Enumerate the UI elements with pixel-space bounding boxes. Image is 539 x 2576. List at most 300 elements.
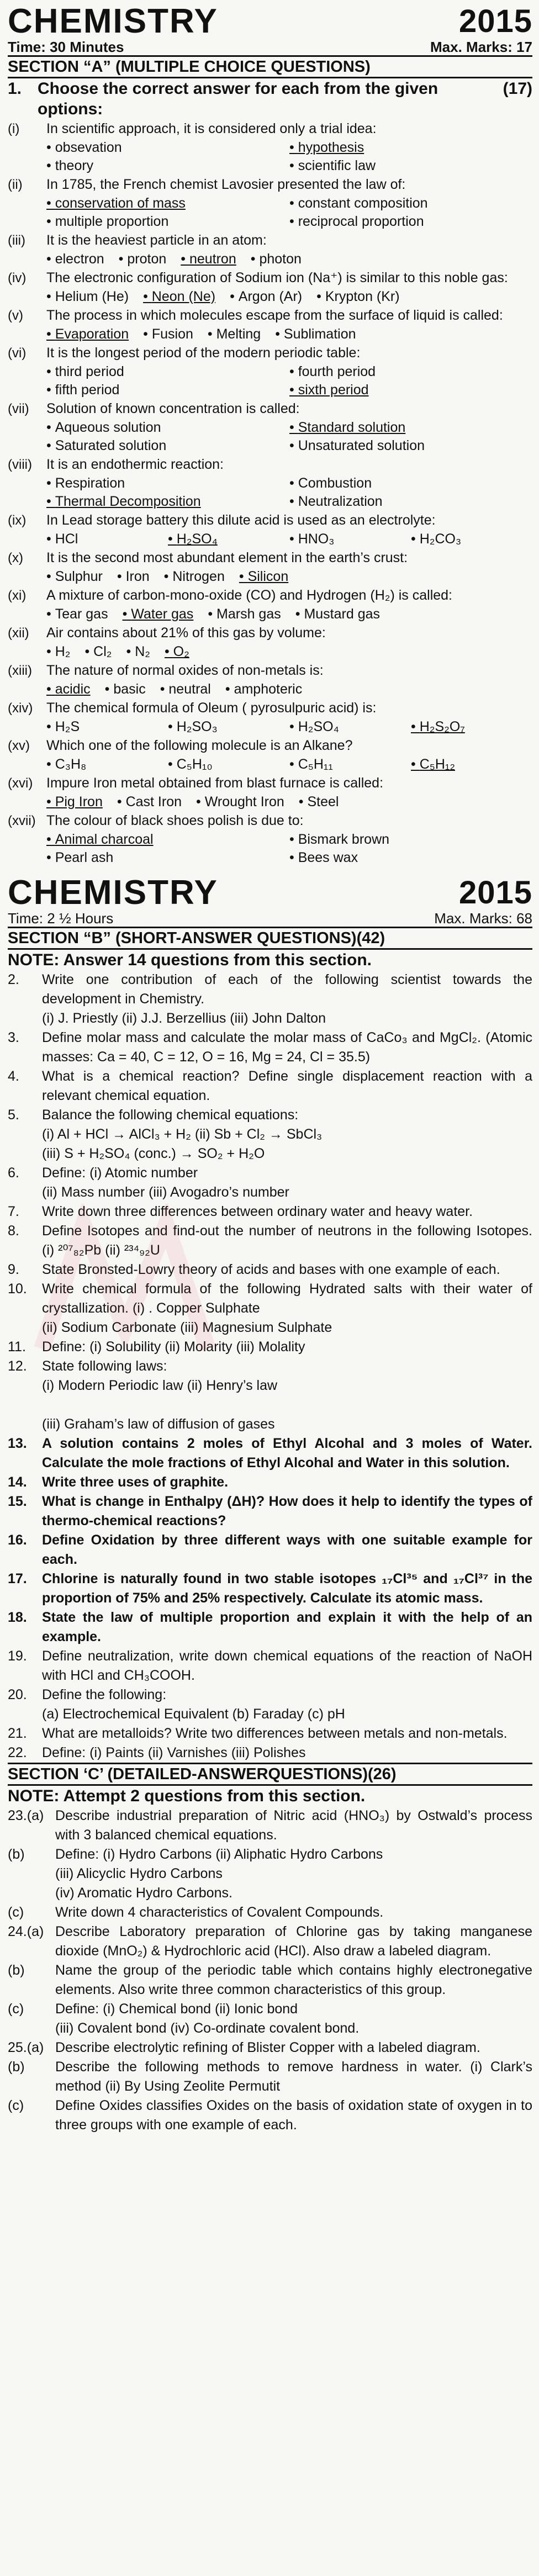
long-question [8,1922,532,1961]
question-number: 19. [8,1648,27,1664]
mcq-number: (i) [8,121,20,136]
mcq-question: Which one of the following molecule is an Alkane? [46,738,353,753]
mcq-option-correct: • sixth period [289,381,532,399]
question-line: Balance the following chemical equations: [42,1107,299,1123]
mcq-option-correct: • Pig Iron [46,793,103,811]
mcq-question: It is an endothermic reaction: [46,457,224,472]
question-text: (iv) Aromatic Hydro Carbons. [55,1885,232,1901]
short-question [8,1569,532,1608]
long-question [8,2019,532,2038]
max-marks-label: Max. Marks: 17 [430,39,532,55]
mcq-option-correct: • hypothesis [289,139,532,157]
mcq-number: (xii) [8,626,29,641]
question-number: (b) [8,2059,25,2075]
mcq-option: • Nitrogen [164,568,225,586]
question-number: (b) [8,1847,25,1862]
mcq-option-correct: • conservation of mass [46,194,289,213]
mcq-option: • fourth period [289,363,532,381]
mcq-number: (viii) [8,457,32,472]
question-number: 13. [8,1436,27,1451]
mcq-question-row [8,399,532,419]
question-line: Chlorine is naturally found in two stable isotopes ₁₇Cl³⁵ and ₁₇Cl³⁷ in the proportion of 75% and 25% respectively. Calculate its atomic mass. [42,1571,532,1606]
mcq-option: • Unsaturated solution [289,437,532,455]
year-label: 2015 [458,3,532,39]
question-body [42,1743,532,1763]
mcq-number: (iii) [8,233,25,248]
mcq-options [8,643,532,661]
short-question [8,1685,532,1724]
paper-a-meta [8,39,532,55]
mcq-item [8,306,532,343]
mcq-option: • neutral [160,680,211,699]
question-number: 3. [8,1030,19,1045]
paper-b-header [8,871,532,910]
question-line: Define neutralization, write down chemical equations of the reaction of NaOH with HCl and CH₃COOH. [42,1648,532,1683]
mcq-options [8,363,532,399]
question-text: Describe electrolytic refining of Blister Copper with a labeled diagram. [55,2040,480,2055]
question-line: (i) Al + HCl → AlCl₃ + H₂ (ii) Sb + Cl₂ → SbCl₃ [42,1126,323,1142]
mcq-options [8,793,532,811]
short-question [8,1279,532,1337]
mcq-option: • Bees wax [289,849,532,867]
question-number: 4. [8,1069,19,1084]
mcq-option: • Combustion [289,474,532,493]
question-number: 22. [8,1745,27,1760]
mcq-question: The electronic configuration of Sodium ion (Na⁺) is similar to this noble gas: [46,270,508,285]
mcq-question: A mixture of carbon-mono-oxide (CO) and Hydrogen (H₂) is called: [46,588,452,603]
question-body [42,970,532,1028]
mcq-list [8,119,532,867]
mcq-number: (xvi) [8,776,33,791]
question-line: (iii) S + H₂SO₄ (conc.) → SO₂ + H₂O [42,1146,265,1161]
question-number: 1. [8,80,22,98]
question-body [42,1163,532,1202]
question-line: (ii) Sodium Carbonate (iii) Magnesium Sulphate [42,1320,332,1335]
mcq-option: • Fusion [143,325,193,343]
question-body [42,1531,532,1569]
mcq-option: • Marsh gas [208,605,281,623]
short-question [8,1163,532,1202]
time-label: Time: 2 ½ Hours [8,910,114,927]
mcq-question-row [8,623,532,643]
short-question [8,1337,532,1357]
question-body [42,1434,532,1473]
mcq-question: It is the heaviest particle in an atom: [46,232,267,248]
mcq-item [8,623,532,661]
mcq-option: • Tear gas [46,605,108,623]
mcq-options [8,605,532,623]
short-question [8,970,532,1028]
mcq-question-row [8,511,532,530]
mcq-option: • theory [46,157,289,175]
question-body [42,1492,532,1531]
question-number: 11. [8,1339,26,1355]
mcq-option: • fifth period [46,381,289,399]
mcq-option-correct: • neutron [181,250,236,268]
mcq-options [8,419,532,455]
question-number: (b) [8,1963,25,1978]
mcq-options [8,474,532,511]
question-body [42,1647,532,1685]
mcq-option: • Steel [299,793,339,811]
mcq-option-correct: • O₂ [165,643,189,661]
mcq-question: It is the second most abundant element in the earth’s crust: [46,550,408,565]
question-number: 8. [8,1223,19,1239]
long-question [8,2000,532,2019]
question-text: Describe the following methods to remove hardness in water. (i) Clark’s method (ii) By Using Zeolite Permutit [55,2059,532,2094]
mcq-option: • scientific law [289,157,532,175]
mcq-option: • obsevation [46,139,289,157]
question-line: A solution contains 2 moles of Ethyl Alcohal and 3 moles of Water. Calculate the mole fractions of Ethyl Alcohal and Water in this solution. [42,1436,532,1471]
question-body [42,1202,532,1221]
mcq-question: The process in which molecules escape from the surface of liquid is called: [46,308,503,323]
section-b-note: NOTE: Answer 14 questions from this section. [8,951,372,969]
question-body [42,1608,532,1647]
long-question [8,1845,532,1864]
mcq-number: (vii) [8,401,29,416]
mcq-item [8,586,532,623]
mcq-option: • third period [46,363,289,381]
question-text: Define: (i) Chemical bond (ii) Ionic bond [55,2001,298,2017]
short-question [8,1531,532,1569]
question-line: Define the following: [42,1687,167,1702]
mcq-item [8,231,532,268]
mcq-question-row [8,811,532,831]
question-text: (iii) Alicyclic Hydro Carbons [55,1866,223,1881]
mcq-option: • Sulphur [46,568,103,586]
question-text: (17) Choose the correct answer for each from the given options: [38,80,532,118]
section-b-heading: SECTION “B” (SHORT-ANSWER QUESTIONS)(42) [8,927,532,950]
mcq-options [8,139,532,175]
mcq-question: The colour of black shoes polish is due to: [46,813,304,828]
mcq-question-row [8,548,532,568]
short-question [8,1067,532,1105]
mcq-item [8,399,532,455]
long-question [8,1961,532,2000]
question-text: Describe Laboratory preparation of Chlorine gas by taking manganese dioxide (MnO₂) & Hydrochloric acid (HCl). Also draw a labeled diagram. [55,1924,532,1959]
question-line: (iii) Graham’s law of diffusion of gases [42,1416,275,1432]
mcq-option: • Sublimation [275,325,356,343]
mcq-option: • Helium (He) [46,288,129,306]
mcq-options [8,325,532,343]
question-marks: (17) [503,80,532,98]
mcq-option-correct: • Animal charcoal [46,831,289,849]
mcq-options [8,831,532,867]
question-number: 23.(a) [8,1808,44,1823]
question-number: 12. [8,1358,27,1374]
question-body [42,1685,532,1724]
mcq-option: • Argon (Ar) [230,288,302,306]
mcq-option-correct: • Thermal Decomposition [46,493,289,511]
paper-b [0,871,539,2135]
mcq-question: In scientific approach, it is considered only a trial idea: [46,121,377,136]
long-question [8,2096,532,2135]
question-line: What are metalloids? Write two differences between metals and non-metals. [42,1726,508,1741]
mcq-question-row [8,586,532,605]
mcq-option: • Neutralization [289,493,532,511]
mcq-options [8,718,532,736]
section-c-heading: SECTION ‘C’ (DETAILED-ANSWERQUESTIONS)(26) [8,1763,532,1786]
mcq-option: • amphoteric [225,680,302,699]
question-body [42,1279,532,1337]
paper-b-meta [8,910,532,927]
mcq-question: In 1785, the French chemist Lavosier presented the law of: [46,177,406,192]
mcq-options [8,680,532,699]
short-question [8,1028,532,1067]
mcq-option-correct: • Silicon [239,568,288,586]
question-number: 9. [8,1262,19,1277]
mcq-option: • N₂ [126,643,150,661]
question-text: Define Oxides classifies Oxides on the basis of oxidation state of oxygen in to three groups with one example of each. [55,2098,532,2133]
question-number: (c) [8,2001,24,2017]
short-question-list [8,970,532,1763]
mcq-item [8,511,532,548]
question-text: (iii) Covalent bond (iv) Co-ordinate covalent bond. [55,2020,360,2036]
mcq-question-row [8,343,532,363]
question-line: Write one contribution of each of the following scientist towards the development in Chemistry. [42,972,532,1007]
mcq-option: • Mustard gas [295,605,380,623]
mcq-option: • electron [46,250,104,268]
question-number: (c) [8,1905,24,1920]
question-line: (i) Modern Periodic law (ii) Henry’s law [42,1378,278,1393]
mcq-number: (xvii) [8,813,36,828]
question-text: Describe industrial preparation of Nitric acid (HNO₃) by Ostwald’s process with 3 balanced chemical equations. [55,1808,532,1843]
mcq-number: (x) [8,551,23,565]
question-line: Define molar mass and calculate the molar mass of CaCo₃ and MgCl₂. (Atomic masses: Ca = 40, C = 12, O = 16, Mg = 24, Cl = 35.5) [42,1030,532,1065]
section-a-heading: SECTION “A” (MULTIPLE CHOICE QUESTIONS) [8,55,532,78]
max-marks-label: Max. Marks: 68 [434,910,532,927]
mcq-option-correct: • C₅H₁₂ [411,755,532,774]
mcq-number: (vi) [8,346,27,361]
subject-title: CHEMISTRY [8,874,218,912]
question-number: 25.(a) [8,2040,44,2055]
mcq-question: Solution of known concentration is called: [46,401,300,416]
mcq-options [8,250,532,268]
question-line: Define: (i) Solubility (ii) Molarity (iii) Molality [42,1339,305,1355]
mcq-question: The chemical formula of Oleum ( pyrosulpuric acid) is: [46,700,377,716]
mcq-number: (ix) [8,513,27,528]
mcq-item [8,343,532,399]
mcq-question-row [8,736,532,755]
question-text: Define: (i) Hydro Carbons (ii) Aliphatic Hydro Carbons [55,1847,383,1862]
question-body [42,1724,532,1743]
mcq-item [8,736,532,774]
question-number: 10. [8,1281,27,1297]
mcq-options [8,530,532,548]
question-line: What is a chemical reaction? Define single displacement reaction with a relevant chemical equation. [42,1069,532,1103]
short-question [8,1743,532,1763]
short-question [8,1724,532,1743]
subject-title: CHEMISTRY [8,2,218,40]
mcq-question-row [8,231,532,250]
mcq-option: • H₂SO₃ [168,718,289,736]
mcq-options [8,755,532,774]
mcq-option: • Cast Iron [117,793,182,811]
mcq-option-correct: • Neon (Ne) [143,288,215,306]
question-text: Write down 4 characteristics of Covalent Compounds. [55,1905,384,1920]
question-number: 21. [8,1726,27,1741]
mcq-option: • reciprocal proportion [289,213,532,231]
short-question [8,1647,532,1685]
question-number: 20. [8,1687,27,1702]
mcq-number: (v) [8,308,23,323]
mcq-item [8,548,532,586]
mcq-option: • Melting [208,325,261,343]
year-label: 2015 [458,875,532,911]
question-text: Name the group of the periodic table which contains highly electronegative elements. Also write three common characteristics of this group. [55,1963,532,1997]
paper-a [0,0,539,867]
question-number: 17. [8,1571,27,1586]
mcq-option: • H₂S [46,718,168,736]
mcq-question-row [8,306,532,325]
question-line: Define Isotopes and find-out the number of neutrons in the following Isotopes. (i) ²⁰⁷₈₂Pb (ii) ²³⁴₉₂U [42,1223,532,1258]
mcq-options [8,194,532,231]
mcq-question-row [8,268,532,288]
short-question [8,1357,532,1434]
question-line: Write three uses of graphite. [42,1474,229,1490]
short-question [8,1105,532,1163]
mcq-option: • HCl [46,530,168,548]
question-line: State Bronsted-Lowry theory of acids and bases with one example of each. [42,1262,500,1277]
mcq-option-correct: • Evaporation [46,325,129,343]
mcq-option: • photon [251,250,302,268]
long-question [8,2038,532,2057]
mcq-option: • proton [119,250,167,268]
mcq-question-row [8,699,532,718]
mcq-option: • Wrought Iron [196,793,284,811]
mcq-option: • C₅H₁₀ [168,755,289,774]
question-number: 24.(a) [8,1924,44,1939]
mcq-options [8,288,532,306]
time-label: Time: 30 Minutes [8,39,124,55]
short-question [8,1492,532,1531]
question-body [42,1105,532,1163]
mcq-number: (xiii) [8,663,32,678]
question-body [42,1028,532,1067]
question-body [42,1357,532,1434]
mcq-option-correct: • acidic [46,680,91,699]
question-line: State following laws: [42,1358,167,1374]
question-body [42,1337,532,1357]
mcq-option: • multiple proportion [46,213,289,231]
mcq-number: (xiv) [8,701,33,716]
question-number: 6. [8,1165,19,1181]
mcq-item [8,175,532,231]
mcq-option-correct: • Water gas [123,605,194,623]
question-line: Define Oxidation by three different ways with one suitable example for each. [42,1532,532,1567]
mcq-option: • Pearl ash [46,849,289,867]
short-question [8,1221,532,1260]
question-number: 16. [8,1532,27,1548]
question-body [42,1221,532,1260]
mcq-question-row [8,455,532,474]
long-question-list [8,1806,532,2135]
mcq-number: (xv) [8,738,30,753]
short-question [8,1473,532,1492]
question-line: Define: (i) Paints (ii) Varnishes (iii) Polishes [42,1745,306,1760]
mcq-option: • Iron [117,568,150,586]
question-line: (a) Electrochemical Equivalent (b) Faraday (c) pH [42,1706,345,1722]
long-question [8,1903,532,1922]
mcq-number: (iv) [8,271,27,285]
short-question [8,1608,532,1647]
paper-a-header [8,0,532,39]
question-body [42,1473,532,1492]
long-question [8,1884,532,1903]
mcq-item [8,661,532,699]
mcq-number: (xi) [8,588,27,603]
mcq-option: • basic [105,680,146,699]
question-number: 2. [8,972,19,987]
mcq-option: • H₂SO₄ [289,718,411,736]
mcq-option: • H₂ [46,643,70,661]
mcq-option: • Krypton (Kr) [316,288,399,306]
mcq-item [8,455,532,511]
question-line: (ii) Mass number (iii) Avogadro’s number [42,1184,289,1200]
mcq-options [8,568,532,586]
mcq-option-correct: • Standard solution [289,419,532,437]
mcq-option: • Cl₂ [84,643,112,661]
question-line: Write down three differences between ordinary water and heavy water. [42,1204,473,1219]
question-number: 14. [8,1474,27,1490]
mcq-number: (ii) [8,177,23,192]
mcq-option: • HNO₃ [289,530,411,548]
mcq-option-correct: • H₂SO₄ [168,530,289,548]
mcq-item [8,268,532,306]
short-question [8,1434,532,1473]
mcq-option: • C₅H₁₁ [289,755,411,774]
mcq-item [8,774,532,811]
mcq-option: • C₃H₈ [46,755,168,774]
mcq-question: In Lead storage battery this dilute acid is used as an electrolyte: [46,512,436,528]
question-line: What is change in Enthalpy (ΔH)? How does it help to identify the types of thermo-chemical reactions? [42,1494,532,1528]
mcq-question-row [8,119,532,139]
mcq-option: • Saturated solution [46,437,289,455]
mcq-option: • H₂CO₃ [411,530,532,548]
question-line [42,1395,532,1415]
mcq-question-row [8,661,532,680]
mcq-item [8,119,532,175]
question-body [42,1067,532,1105]
question-body [42,1260,532,1279]
question-line: Write chemical formula of the following Hydrated salts with their water of crystallization. (i) . Copper Sulphate [42,1281,532,1316]
question-line: State the law of multiple proportion and explain it with the help of an example. [42,1610,532,1644]
mcq-question-row [8,175,532,194]
question-line: (i) J. Priestly (ii) J.J. Berzellius (iii) John Dalton [42,1011,326,1026]
question-number: 15. [8,1494,27,1509]
section-c-note: NOTE: Attempt 2 questions from this section. [8,1787,366,1805]
mcq-option: • Aqueous solution [46,419,289,437]
question-number: 18. [8,1610,27,1625]
mcq-question: It is the longest period of the modern periodic table: [46,345,361,361]
mcq-question: Air contains about 21% of this gas by volume: [46,625,326,641]
mcq-option: • Respiration [46,474,289,493]
long-question [8,2057,532,2096]
long-question [8,1864,532,1884]
mcq-option: • constant composition [289,194,532,213]
mcq-option-correct: • H₂S₂O₇ [411,718,532,736]
short-question [8,1260,532,1279]
question-body [42,1569,532,1608]
question-number: (c) [8,2098,24,2113]
question-number: 5. [8,1107,19,1123]
mcq-item [8,699,532,736]
long-question [8,1806,532,1845]
question-line: Define: (i) Atomic number [42,1165,198,1181]
mcq-question-row [8,774,532,793]
question-1-heading [8,78,532,119]
short-question [8,1202,532,1221]
